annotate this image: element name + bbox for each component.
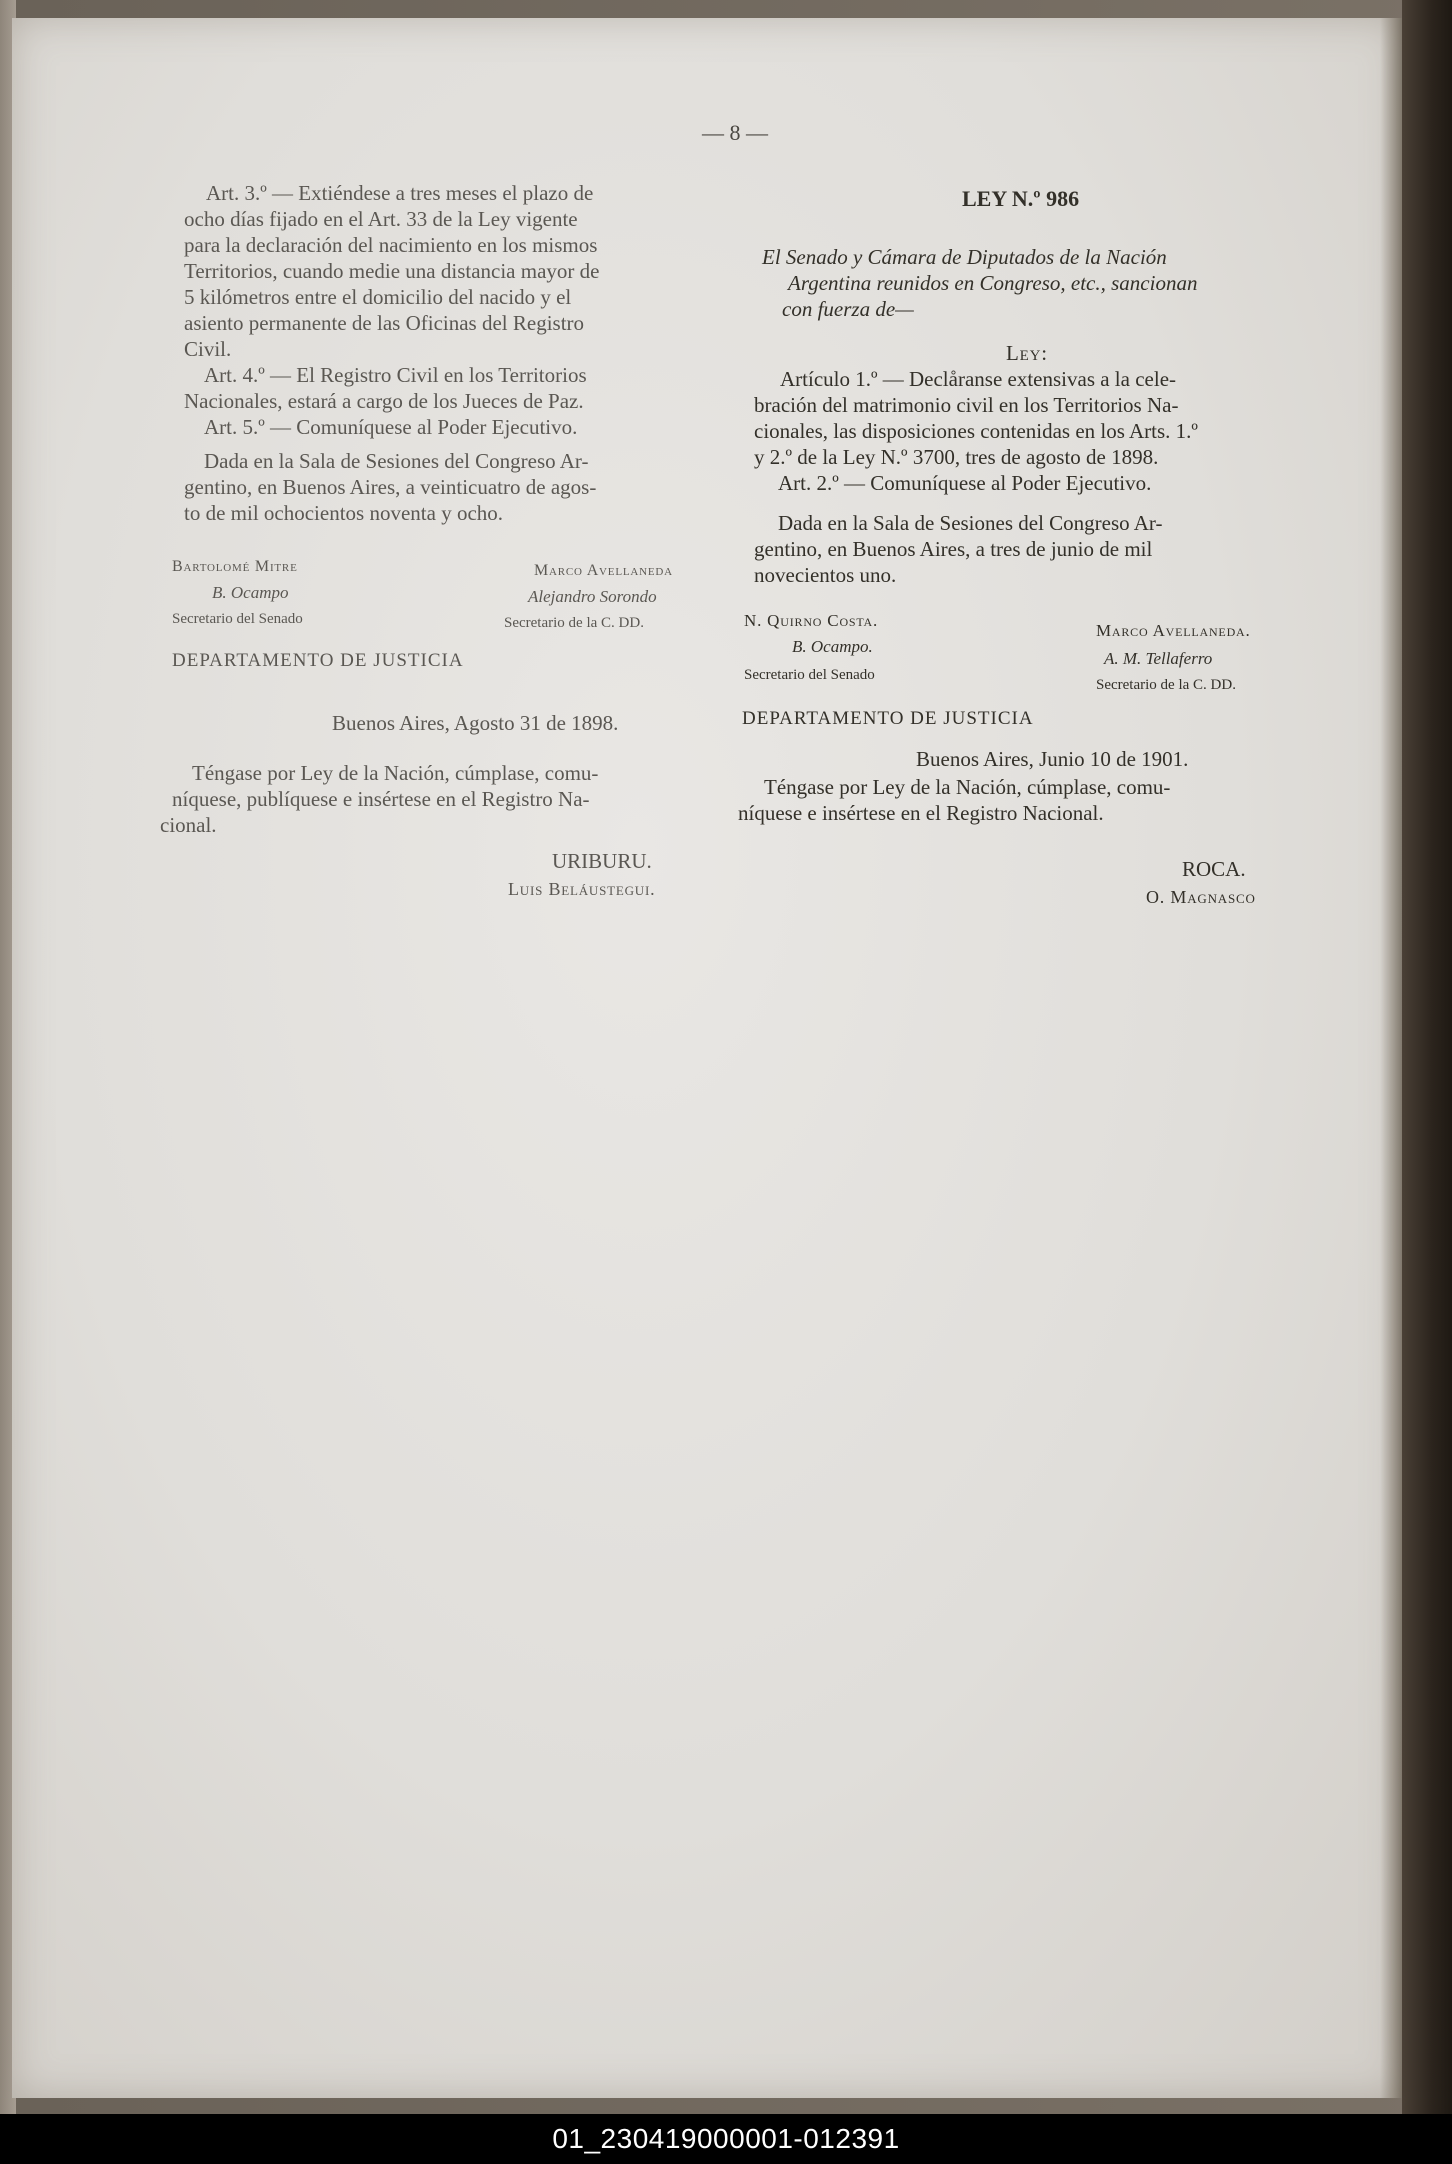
dada-line: gentino, en Buenos Aires, a veinticuatro de agos-	[184, 475, 597, 499]
signature-president-deputies: Marco Avellaneda	[534, 562, 673, 579]
art4-line: Nacionales, estará a cargo de los Jueces de Paz.	[184, 389, 584, 413]
art4-line: Art. 4.º — El Registro Civil en los Territorios	[204, 363, 587, 387]
art3-line: 5 kilómetros entre el domicilio del nacido y el	[184, 285, 572, 309]
dada-line: to de mil ochocientos noventa y ocho.	[184, 501, 504, 525]
page-fold-shadow	[1380, 18, 1402, 2098]
tengase-line: Téngase por Ley de la Nación, cúmplase, comu-	[764, 775, 1171, 799]
tengase-line: níquese e insértese en el Registro Nacional.	[738, 801, 1104, 825]
signature-secretary-senate: B. Ocampo.	[792, 637, 873, 656]
signer-president: ROCA.	[1182, 857, 1246, 881]
archive-id-footer: 01_230419000001-012391	[0, 2114, 1452, 2164]
decree-date: Buenos Aires, Agosto 31 de 1898.	[332, 711, 619, 735]
title-secretary-deputies: Secretario de la C. DD.	[1096, 677, 1236, 693]
signer-minister: O. Magnasco	[1146, 887, 1256, 907]
preamble-line: con fuerza de—	[782, 297, 914, 321]
preamble-line: Argentina reunidos en Congreso, etc., sancionan	[788, 271, 1198, 295]
signer-minister: Luis Beláustegui.	[508, 879, 656, 899]
title-secretary-senate: Secretario del Senado	[172, 611, 303, 627]
dada-line: Dada en la Sala de Sesiones del Congreso Ar-	[204, 449, 589, 473]
department-heading: DEPARTAMENTO DE JUSTICIA	[742, 708, 1034, 729]
dada-line: gentino, en Buenos Aires, a tres de junio de mil	[754, 537, 1153, 561]
dada-line: Dada en la Sala de Sesiones del Congreso Ar-	[778, 511, 1163, 535]
department-heading: DEPARTAMENTO DE JUSTICIA	[172, 650, 464, 671]
page-number: — 8 —	[702, 120, 768, 145]
tengase-line: cional.	[160, 813, 217, 837]
art3-line: asiento permanente de las Oficinas del Registro	[184, 311, 585, 335]
art3-line: Territorios, cuando medie una distancia mayor de	[184, 259, 600, 283]
dada-line: novecientos uno.	[754, 563, 897, 587]
book-binding	[1402, 0, 1452, 2114]
art3-line: Art. 3.º — Extiéndese a tres meses el plazo de	[206, 181, 594, 205]
art1-line: bración del matrimonio civil en los Territorios Na-	[754, 393, 1179, 417]
signature-secretary-senate: B. Ocampo	[212, 583, 289, 602]
law-title: LEY N.º 986	[962, 186, 1080, 211]
document-page	[12, 18, 1402, 2098]
signature-president-senate: N. Quirno Costa.	[744, 611, 879, 630]
ley-heading: Ley:	[1006, 341, 1048, 365]
signature-president-senate: Bartolomé Mitre	[172, 558, 298, 575]
tengase-line: Téngase por Ley de la Nación, cúmplase, comu-	[192, 761, 599, 785]
art3-line: ocho días fijado en el Art. 33 de la Ley vigente	[184, 207, 578, 231]
signer-president: URIBURU.	[552, 849, 652, 873]
art3-line: para la declaración del nacimiento en los mismos	[184, 233, 598, 257]
art5-line: Art. 5.º — Comuníquese al Poder Ejecutivo.	[204, 415, 578, 439]
signature-secretary-deputies: Alejandro Sorondo	[528, 587, 657, 606]
title-secretary-deputies: Secretario de la C. DD.	[504, 615, 644, 631]
decree-date: Buenos Aires, Junio 10 de 1901.	[916, 747, 1189, 771]
signature-secretary-deputies: A. M. Tellaferro	[1104, 649, 1213, 668]
art1-line: y 2.º de la Ley N.º 3700, tres de agosto de 1898.	[754, 445, 1159, 469]
art1-line: cionales, las disposiciones contenidas en los Arts. 1.º	[754, 419, 1198, 443]
title-secretary-senate: Secretario del Senado	[744, 667, 875, 683]
art2-line: Art. 2.º — Comuníquese al Poder Ejecutivo.	[778, 471, 1152, 495]
preamble-line: El Senado y Cámara de Diputados de la Nación	[762, 245, 1167, 269]
art3-line: Civil.	[184, 337, 232, 361]
tengase-line: níquese, publíquese e insértese en el Registro Na-	[172, 787, 590, 811]
art1-line: Artículo 1.º — Declåranse extensivas a la cele-	[780, 367, 1177, 391]
signature-president-deputies: Marco Avellaneda.	[1096, 621, 1251, 640]
